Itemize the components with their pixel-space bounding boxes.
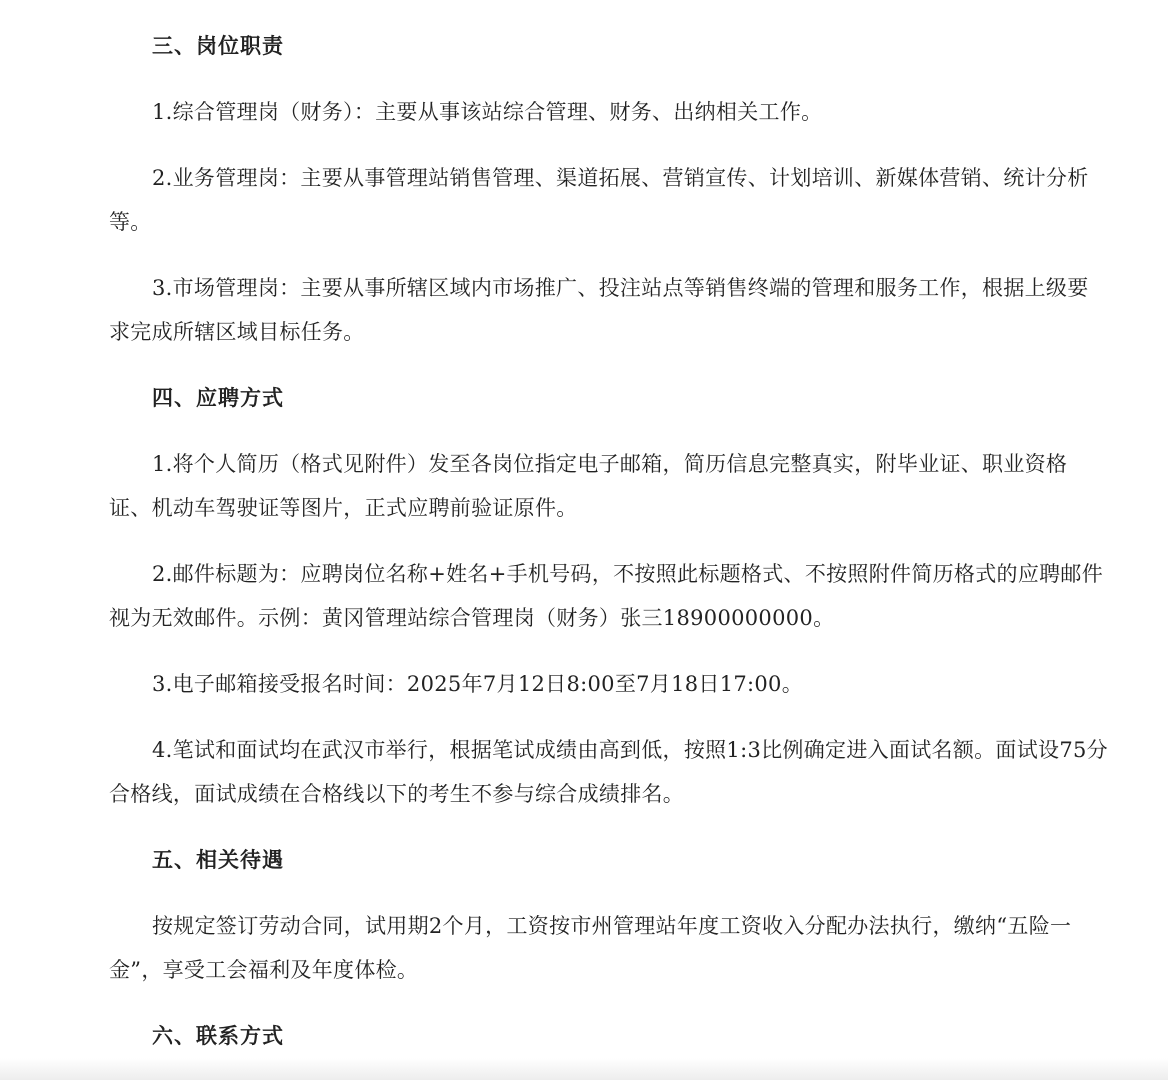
application-item-1-line-2: 证、机动车驾驶证等图片，正式应聘前验证原件。 xyxy=(109,496,578,520)
application-item-2-line-1: 2.邮件标题为：应聘岗位名称+姓名+手机号码，不按照此标题格式、不按照附件简历格式的应聘邮件 xyxy=(152,562,1104,586)
benefits-paragraph-line-1: 按规定签订劳动合同，试用期2个月，工资按市州管理站年度工资收入分配办法执行，缴纳“五险一 xyxy=(152,914,1072,938)
application-item-3-line-1: 3.电子邮箱接受报名时间：2025年7月12日8:00至7月18日17:00。 xyxy=(152,672,804,696)
application-item-1-line-1: 1.将个人简历（格式见附件）发至各岗位指定电子邮箱，简历信息完整真实，附毕业证、职业资格 xyxy=(152,452,1068,476)
section-heading-benefits: 五、相关待遇 xyxy=(152,847,284,872)
duty-item-2-line-1: 2.业务管理岗：主要从事管理站销售管理、渠道拓展、营销宣传、计划培训、新媒体营销、统计分析 xyxy=(152,166,1089,190)
application-item-2-line-2: 视为无效邮件。示例：黄冈管理站综合管理岗（财务）张三18900000000。 xyxy=(109,606,835,630)
section-heading-application: 四、应聘方式 xyxy=(152,385,284,410)
duty-item-3-line-1: 3.市场管理岗：主要从事所辖区域内市场推广、投注站点等销售终端的管理和服务工作，根据上级要 xyxy=(152,276,1089,300)
benefits-paragraph-line-2: 金”，享受工会福利及年度体检。 xyxy=(109,958,419,982)
bottom-fade xyxy=(0,1058,1168,1080)
duty-item-1-line-1: 1.综合管理岗（财务）：主要从事该站综合管理、财务、出纳相关工作。 xyxy=(152,100,823,124)
section-heading-duties: 三、岗位职责 xyxy=(152,33,284,58)
application-item-4-line-1: 4.笔试和面试均在武汉市举行，根据笔试成绩由高到低，按照1:3比例确定进入面试名额。面试设75分 xyxy=(152,738,1108,762)
section-heading-contact: 六、联系方式 xyxy=(152,1023,284,1048)
application-item-4-line-2: 合格线，面试成绩在合格线以下的考生不参与综合成绩排名。 xyxy=(109,782,685,806)
duty-item-2-line-2: 等。 xyxy=(109,210,152,234)
duty-item-3-line-2: 求完成所辖区域目标任务。 xyxy=(109,320,365,344)
